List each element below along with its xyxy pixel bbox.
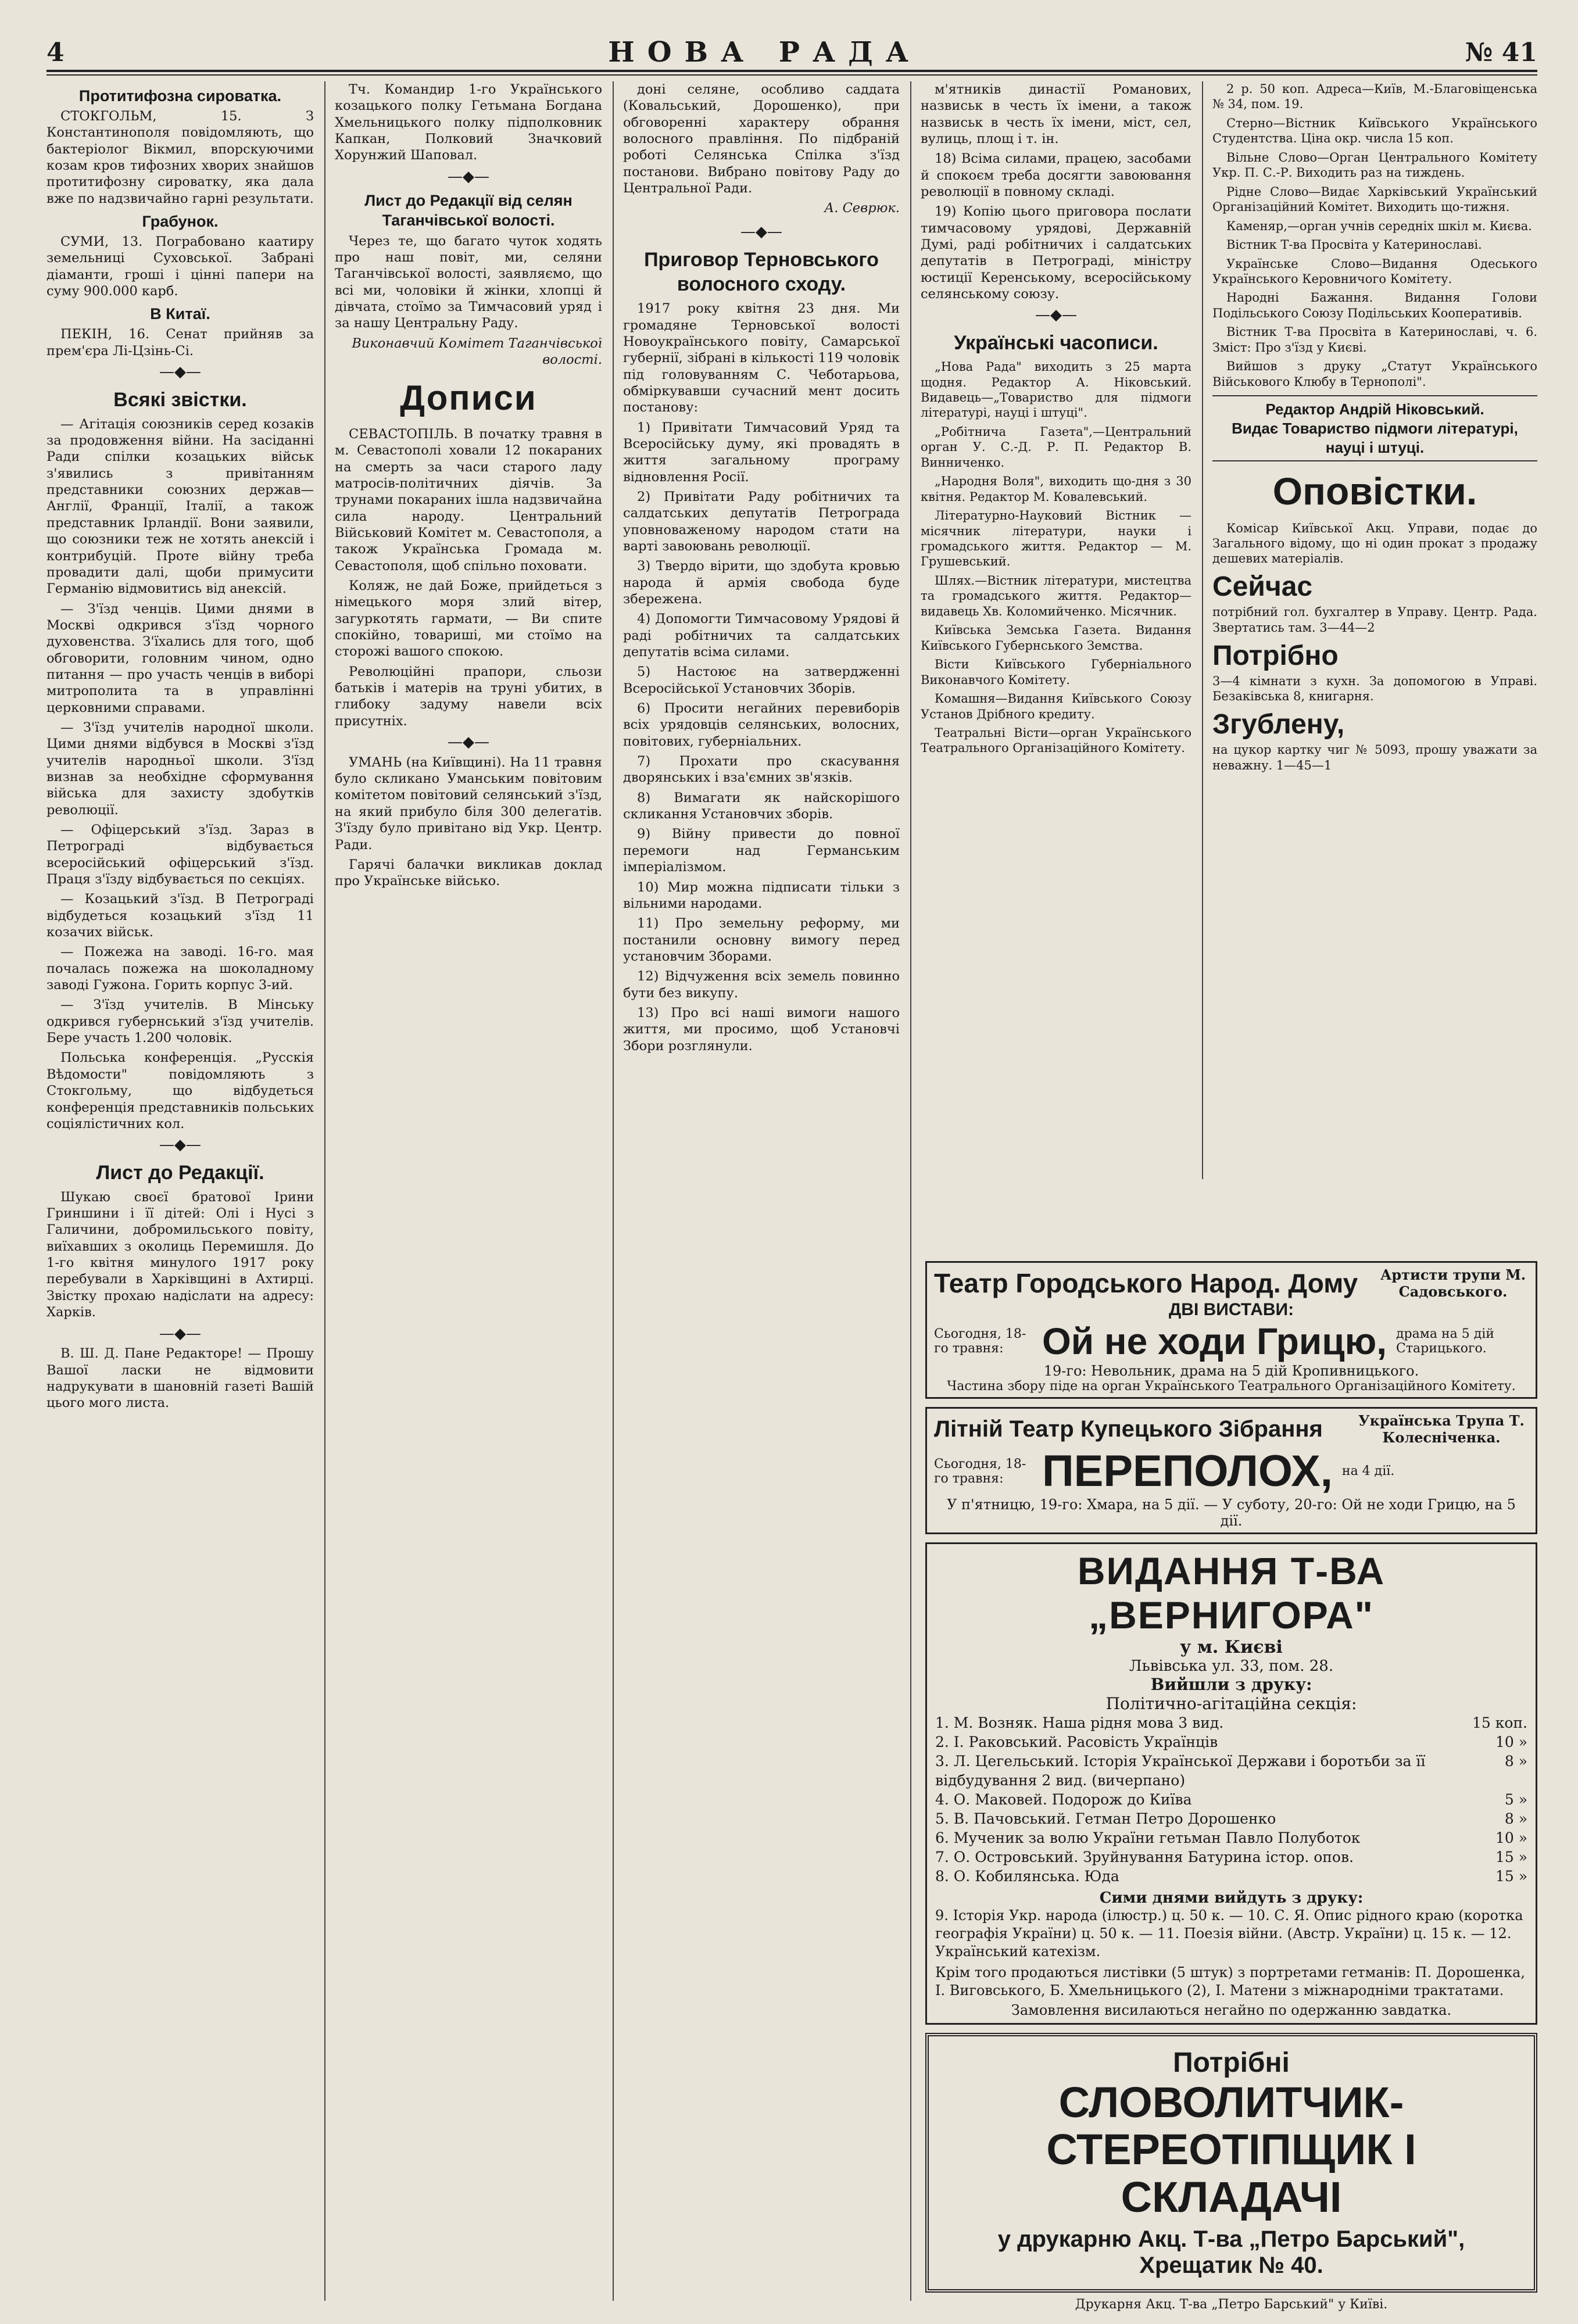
book-price: 15 коп. bbox=[1472, 1714, 1527, 1731]
book-title: 4. О. Маковей. Подорож до Київа bbox=[935, 1791, 1192, 1808]
book-item bbox=[935, 1847, 1527, 1867]
announcement-keyword: Згублену, bbox=[1212, 709, 1345, 740]
book-list bbox=[935, 1713, 1527, 1886]
verdict-item: 7) Прохати про скасування дворянських і вза'ємних зв'язків. bbox=[623, 754, 900, 786]
publisher-address: Львівська ул. 33, пом. 28. bbox=[1129, 1657, 1334, 1675]
announcement-text: потрібний гол. бухгалтер в Управу. Центр. Рада. Звертатись там. 3—44—2 bbox=[1212, 605, 1537, 635]
announcement-text: на цукор картку чиг № 5093, прошу уважати за неважну. 1—45—1 bbox=[1212, 743, 1537, 772]
news-item: — З'їзд ченців. Цими днями в Москві одкрився з'їзд чорного духовенства. З'їхались для того, щоб обговорити, головним чином, одно питання — про участь ченців в виборі митрополита та в управлінні церковними справами. bbox=[46, 601, 314, 715]
book-title: 7. О. Островський. Зруйнування Батурина істор. опов. bbox=[935, 1849, 1354, 1865]
letter-text: Шукаю своєї братової Ірини Гриншини і її дітей: Олі і Нусі з Галичини, добромильського повіту, виїхавших з околиць Перемишля. До 1-го квітня минулого 1917 року перебували в Харківщині в Ахтирці. Звістку прохаю надіслати на адресу: Харків. bbox=[46, 1189, 314, 1320]
news-item: — Офіцерський з'їзд. Зараз в Петрограді відбувається всеросійський офіцерський з'їзд. Праця з'їзду відбувається по секціях. bbox=[46, 822, 314, 887]
job-ad-address: Хрещатик № 40. bbox=[1139, 2253, 1323, 2279]
journal-entry: Театральні Вісти—орган Українського Театрального Організаційного Комітету. bbox=[921, 726, 1191, 755]
verdict-item: 13) Про всі наші вимоги нашого життя, ми просимо, щоб Установчі Збори розглянули. bbox=[623, 1005, 900, 1054]
book-title: 5. В. Пачовський. Гетман Петро Дорошенко bbox=[935, 1810, 1276, 1827]
column-2 bbox=[335, 81, 602, 2301]
journal-entry: Вільне Слово—Орган Центрального Комітету Укр. П. С.-Р. Виходить раз на тиждень. bbox=[1212, 150, 1537, 180]
headline-news: Всякі звістки. bbox=[113, 388, 247, 411]
journal-entry: Літературно-Науковий Вістник — місячник літератури, науки і громадського життя. Редактор — М. Грушевський. bbox=[921, 509, 1191, 569]
book-item bbox=[935, 1828, 1527, 1847]
journal-entry: Народні Бажання. Видання Голови Подільського Союзу Подільських Кооперативів. bbox=[1212, 291, 1537, 320]
news-item: Польська конференція. „Русскія Вѣдомости" повідомляють з Стокгольму, що відбудеться конференція представників польських соціялістичних кол. bbox=[46, 1050, 314, 1131]
journal-entry: 2 р. 50 коп. Адреса—Київ, М.-Благовіщенська № 34, пом. 19. bbox=[1212, 82, 1537, 112]
letter-text: В. Ш. Д. Пане Редакторе! — Прошу Вашої ласки не відмовити надрукувати в шановній газеті Вашій цього мого листа. bbox=[46, 1346, 314, 1411]
show-date: Сьогодня, 18-го травня: bbox=[934, 1327, 1026, 1356]
headline-china: В Китаї. bbox=[150, 305, 210, 323]
verdict-item: м'ятників династії Романових, назвиськ в честь їх імени, а також назвиськ в честь їх імени, міст, сел, вулиць, площ і т. ін. bbox=[921, 82, 1191, 147]
book-price: 15 » bbox=[1495, 1849, 1527, 1865]
columns bbox=[46, 81, 1537, 2312]
headline-verdict: Приговор Терновського волосного сходу. bbox=[644, 248, 879, 296]
announcement-keyword: Потрібно bbox=[1212, 640, 1339, 671]
show-title: Ой не ходи Грицю, bbox=[1042, 1320, 1387, 1362]
column-rule bbox=[324, 81, 325, 2301]
issue-number: № 41 bbox=[1465, 37, 1537, 67]
announcement-keyword: Сейчас bbox=[1212, 571, 1313, 603]
section-label: Політично-агітаційна секція: bbox=[1105, 1694, 1357, 1713]
ornament: —◆— bbox=[740, 223, 782, 241]
ornament: —◆— bbox=[159, 363, 201, 381]
book-title: 8. О. Кобилянська. Юда bbox=[935, 1868, 1119, 1885]
news-item: — Пожежа на заводі. 16-го. мая почалась пожежа на шоколадному заводі Гужона. Горить корпус 3-ий. bbox=[46, 944, 314, 993]
report-text: СЕВАСТОПІЛЬ. В початку травня в м. Севастополі ховали 12 покараних на смерть за часи старого ладу матросів-політичних діячів. За трунами покараних ішла надзвичайна сила народу. Центральний Військовий Комітет м. Севастополя, а також Українська Громада м. Севастополя, щоб спільно поховати. bbox=[335, 426, 602, 574]
publisher-title: ВИДАННЯ Т-ВА „ВЕРНИГОРА" bbox=[1077, 1549, 1386, 1637]
book-item bbox=[935, 1867, 1527, 1886]
coming-soon-label: Сими днями вийдуть з друку: bbox=[1099, 1889, 1364, 1907]
journal-entry: Рідне Слово—Видає Харківський Український Організаційний Комітет. Виходить що-тижня. bbox=[1212, 184, 1537, 214]
announcement bbox=[1212, 570, 1537, 635]
verdict-item: 9) Війну привести до повної перемоги над Германським імперіалізмом. bbox=[623, 826, 900, 875]
headline-dopysy: Дописи bbox=[400, 378, 537, 418]
show-evening: 19-го: Невольник, драма на 5 дій Кропивницького. bbox=[1043, 1363, 1419, 1379]
journal-entry: Українське Слово—Видання Одеського Українського Керовничого Комітету. bbox=[1212, 256, 1537, 286]
verdict-item: 18) Всіма силами, працею, засобами й спокоєм треба досягти завоювання революції в повному складі. bbox=[921, 151, 1191, 200]
ornament: —◆— bbox=[448, 167, 489, 185]
verdict-item: 3) Твердо вірити, що здобута кровью народа й армія свобода буде збережена. bbox=[623, 558, 900, 607]
journal-entry: Стерно—Вістник Київського Українського Студентства. Ціна окр. числа 15 коп. bbox=[1212, 116, 1537, 146]
masthead bbox=[46, 35, 1537, 72]
show-note: на 4 дії. bbox=[1341, 1464, 1395, 1478]
announcement bbox=[1212, 707, 1537, 773]
show-footnote: Частина збору піде на орган Українського Театрального Організаційного Комітету. bbox=[947, 1379, 1516, 1394]
headline-letter: Лист до Редакції. bbox=[96, 1161, 264, 1184]
masthead-rule bbox=[46, 74, 1537, 76]
book-price: 8 » bbox=[1504, 1810, 1527, 1827]
column-3 bbox=[623, 81, 900, 2301]
book-title: 1. М. Возняк. Наша рідня мова 3 вид. bbox=[935, 1714, 1224, 1731]
ornament: —◆— bbox=[448, 733, 489, 751]
journal-entry: „Народня Воля", виходить що-дня з 30 квітня. Редактор М. Ковалевський. bbox=[921, 474, 1191, 504]
journal-entry: Вісти Київського Губерніального Виконавчого Комітету. bbox=[921, 657, 1191, 687]
page-number: 4 bbox=[46, 37, 65, 67]
column-4 bbox=[921, 81, 1191, 1179]
theatre-ad-people-house bbox=[925, 1261, 1537, 1399]
article-text: доні селяне, особливо саддата (Ковальський, Дорошенко), при обговоренні характеру обрання волосного правління. По підбраній роботі Селянська Спілка з'їзд постанови. Вибрано повітову Раду до Центральної Ради. bbox=[623, 82, 900, 196]
advertisements bbox=[925, 1261, 1537, 2312]
show-title: ПЕРЕПОЛОХ, bbox=[1042, 1446, 1333, 1496]
book-price: 8 » bbox=[1504, 1753, 1527, 1770]
news-item: — З'їзд учителів народної школи. Цими днями відбувся в Москві з'їзд учителів народньої школи. З'їзд визнав за необхідне сформування війська для захисту здобутків революції. bbox=[46, 719, 314, 818]
editor-name: Редактор Андрій Ніковський. bbox=[1265, 400, 1484, 418]
job-ad-printer: у друкарню Акц. Т-ва „Петро Барський", bbox=[997, 2226, 1465, 2253]
verdict-item: 4) Допомогти Тимчасовому Урядові й раді робітничих та салдатських депутатів всіма силами. bbox=[623, 611, 900, 660]
journal-entry: „Нова Рада" виходить з 25 марта щодня. Редактор А. Ніковський. Видавець—„Товариство для підмоги літературі, науці і штуці". bbox=[921, 360, 1191, 420]
book-item bbox=[935, 1732, 1527, 1752]
book-price: 10 » bbox=[1495, 1734, 1527, 1750]
book-price: 10 » bbox=[1495, 1829, 1527, 1846]
show-next: У п'ятницю, 19-го: Хмара, на 5 дії. — У суботу, 20-го: Ой не ходи Грицю, на 5 дії. bbox=[947, 1496, 1516, 1529]
theatre-ad-merchants bbox=[925, 1407, 1537, 1534]
headline-announcements: Оповістки. bbox=[1272, 470, 1477, 513]
announcement-text: 3—4 кімнати з кухн. За допомогою в Управі. Безаківська 8, книгарня. bbox=[1212, 674, 1537, 704]
letter-text: Через те, що багато чуток ходять про наш повіт, ми, селяни Таганчівської волості, заявляємо, що всі ми, чоловіки й жінки, хлопці й дівчата, стоїмо за Тимчасовий уряд і за нашу Центральну Раду. bbox=[335, 233, 602, 331]
verdict-text: 1917 року квітня 23 дня. Ми громадяне Терновської волості Новоукраїнського повіту, Самарської губернії, зібрані в кількості 119 чоловік під головуванням С. Чеботарьова, обміркувавши сучасний мент досить постанову: bbox=[623, 301, 900, 416]
verdict-item: 5) Настоює на затвердженні Всеросійської Установчих Зборів. bbox=[623, 664, 900, 696]
portraits-note: Крім того продаються листівки (5 штук) з портретами гетманів: П. Дорошенка, І. Виговського, Б. Хмельницького (2), І. Матени з міжнародніми трактатами. bbox=[935, 1964, 1525, 1999]
theatre-troupe: Українська Трупа Т. Колесніченка. bbox=[1358, 1412, 1525, 1446]
book-item bbox=[935, 1713, 1527, 1732]
signature: Виконавчий Комітет Таганчівської волості. bbox=[352, 335, 602, 367]
headline-journals: Українські часописи. bbox=[954, 332, 1158, 354]
book-price: 15 » bbox=[1495, 1868, 1527, 1885]
coming-soon-list: 9. Історія Укр. народа (ілюстр.) ц. 50 к. — 10. С. Я. Опис рідного краю (коротка географія України) ц. 50 к. — 11. Поезія війни. (Австр. України) ц. 15 к. — 12. Український катехізм. bbox=[935, 1907, 1523, 1960]
journal-entry: Вістник Т-ва Просвіта у Катеринославі. bbox=[1226, 238, 1482, 252]
news-item: — Агітація союзників серед козаків за продовження війни. На засіданні Ради спілки козацьких військ з'явились з привітанням представники союзних держав—Англії, Франції, Італії, а також представник Ірландії. Вони заявили, що союзники теж не хотять анексій і контрибуцій. Проте війну треба провадити далі, щоби примусити Германію відмовитись від анексій. bbox=[46, 416, 314, 597]
orders-note: Замовлення висилаються негайно по одержанню завдатка. bbox=[1011, 2001, 1452, 2018]
report-text: Коляж, не дай Боже, прийдеться з німецького моря злий вітер, загуркотять гармати, — Ви спите спокійно, товариші, ми стоїмо на сторожі вашого спокою. bbox=[335, 578, 602, 660]
verdict-item: 10) Мир можна підписати тільки з вільними народами. bbox=[623, 879, 900, 911]
publisher-name: Видає Товариство підмоги літературі, науці і штуці. bbox=[1232, 419, 1518, 456]
journal-entry: Комашня—Видання Київського Союзу Установ Дрібного кредиту. bbox=[921, 692, 1191, 721]
verdict-item: 6) Просити негайних перевиборів всіх урядовців селянських, волосних, повітових, губерніальних. bbox=[623, 701, 900, 749]
verdict-item: 11) Про земельну реформу, ми постанили основну вимогу перед установчим Зборами. bbox=[623, 916, 900, 964]
publisher-ad-vernyhora bbox=[925, 1542, 1537, 2025]
newspaper-title: НОВА РАДА bbox=[608, 36, 921, 69]
book-title: 6. Мученик за волю України гетьман Павло Полуботок bbox=[935, 1829, 1361, 1846]
headline-serum: Протитифозна сироватка. bbox=[78, 87, 282, 105]
printer-imprint: Друкарня Акц. Т-ва „Петро Барський" у Київі. bbox=[1075, 2297, 1388, 2312]
book-title: 2. І. Раковський. Расовість Українців bbox=[935, 1734, 1218, 1750]
article-text: Тч. Командир 1-го Українського козацького полку Гетьмана Богдана Хмельницького полку підполковник Капкан, Полковий Значковий Хорунжий Шаповал. bbox=[335, 82, 602, 163]
book-title: 3. Л. Цегельський. Історія Української Держави і боротьби за її відбудування 2 вид. (вичерпано) bbox=[935, 1753, 1426, 1789]
theatre-troupe: Артисти трупи М. Садовського. bbox=[1380, 1266, 1526, 1300]
verdict-item: 2) Привітати Раду робітничих та салдатських депутатів Петрограда уповноваженому народом стати на варті завоювань революції. bbox=[623, 489, 900, 554]
signature: А. Севрюк. bbox=[824, 200, 900, 216]
column-rule bbox=[910, 81, 911, 2301]
headline-letter-2: Лист до Редакції від селян Таганчівської волості. bbox=[364, 192, 572, 230]
editor-box bbox=[1212, 395, 1537, 461]
article-robbery: СУМИ, 13. Пограбовано каатиру земельниці Суховської. Забрані діаманти, гроші і цінні папери на суму 900.000 карб. bbox=[46, 234, 314, 299]
column-1 bbox=[46, 81, 314, 2301]
journal-entry: Шлях.—Вістник літератури, мистецтва та громадського життя. Редактор—видавець Хв. Коломийченко. Місячник. bbox=[921, 573, 1191, 618]
ornament: —◆— bbox=[159, 1324, 201, 1342]
book-item bbox=[935, 1809, 1527, 1828]
job-ad-positions: СЛОВОЛИТЧИК-СТЕРЕОТІПЩИК І СКЛАДАЧІ bbox=[1046, 2078, 1416, 2221]
verdict-item: 8) Вимагати як найскорішого скликання Установчих зборів. bbox=[623, 790, 900, 822]
show-date: Сьогодня, 18-го травня: bbox=[934, 1456, 1026, 1486]
verdict-item: 1) Привітати Тимчасовий Уряд та Всеросійську думу, які провадять в життя загальному програму відновлення Росії. bbox=[623, 420, 900, 485]
out-of-print-label: Вийшли з друку: bbox=[1150, 1675, 1312, 1694]
book-price: 5 » bbox=[1504, 1791, 1527, 1808]
report-text: Гарячі балачки викликав доклад про Українське військо. bbox=[335, 857, 602, 889]
report-text: Революційні прапори, сльози батьків і матерів на труні убитих, в глибоку задуму навели всіх присутніх. bbox=[335, 664, 602, 729]
verdict-item: 19) Копію цього приговора послати тимчасовому урядові, Державній Думі, раді робітничих і салдатських депутатів в Петрограді, міністру юстиції Керенському, всеросійському селянському союзу. bbox=[921, 204, 1191, 302]
ornament: —◆— bbox=[159, 1136, 201, 1154]
theatre-title: Літній Театр Купецького Зібрання bbox=[934, 1416, 1323, 1442]
ornament: —◆— bbox=[1035, 306, 1077, 324]
book-item bbox=[935, 1790, 1527, 1809]
job-ad-printers bbox=[925, 2033, 1537, 2293]
shows-count: ДВІ ВИСТАВИ: bbox=[1168, 1300, 1294, 1319]
article-china: ПЕКІН, 16. Сенат прийняв за прем'єра Лі-Цзінь-Сі. bbox=[46, 327, 314, 359]
column-rule bbox=[613, 81, 614, 2301]
journal-entry: Каменяр,—орган учнів середніх шкіл м. Києва. bbox=[1226, 219, 1532, 233]
book-item bbox=[935, 1752, 1527, 1790]
journal-entry: Вийшов з друку „Статут Українського Військового Клюбу в Тернополі". bbox=[1212, 359, 1537, 389]
headline-robbery: Грабунок. bbox=[142, 213, 219, 231]
journal-entry: „Робітнича Газета",—Центральний орган У. С.-Д. Р. П. Редактор В. Винниченко. bbox=[921, 424, 1191, 470]
theatre-title: Театр Городського Народ. Дому bbox=[934, 1268, 1358, 1298]
announcement: Комісар Київської Акц. Управи, подає до Загального відому, що ні один прокат з продажу дешевих матеріалів. bbox=[1212, 521, 1537, 566]
article-serum: СТОКГОЛЬМ, 15. З Константинополя повідомляють, що бактеріолог Вікмил, впорскуючими козам кров тифозних хворих знайшов протитифозну сироватку, яка дала вже по надзвичайно гарні результати. bbox=[46, 109, 314, 206]
show-note: драма на 5 дій Старицького. bbox=[1396, 1327, 1494, 1356]
verdict-item: 12) Відчуження всіх земель повинно бути без викупу. bbox=[623, 969, 900, 1001]
news-item: — З'їзд учителів. В Мінську одкрився губернський з'їзд учителів. Бере участь 1.200 чоловік. bbox=[46, 997, 314, 1046]
news-item: — Козацький з'їзд. В Петрограді відбудеться козацький з'їзд 11 козачих військ. bbox=[46, 891, 314, 940]
column-5 bbox=[1212, 81, 1537, 1179]
column-rule bbox=[1202, 81, 1203, 1179]
publisher-city: у м. Києві bbox=[1180, 1637, 1283, 1657]
journal-entry: Вістник Т-ва Просвіта в Катеринославі, ч. 6. Зміст: Про з'їзд у Києві. bbox=[1212, 325, 1537, 354]
journal-entry: Київська Земська Газета. Видання Київського Губернського Земства. bbox=[921, 623, 1191, 653]
report-text: УМАНЬ (на Київщині). На 11 травня було скликано Уманським повітовим комітетом повітовий селянський з'їзд, на який прибуло біля 300 делегатів. З'їзду було привітано від Укр. Центр. Ради. bbox=[335, 754, 602, 853]
job-ad-needed: Потрібні bbox=[1173, 2047, 1290, 2078]
announcement bbox=[1212, 639, 1537, 704]
